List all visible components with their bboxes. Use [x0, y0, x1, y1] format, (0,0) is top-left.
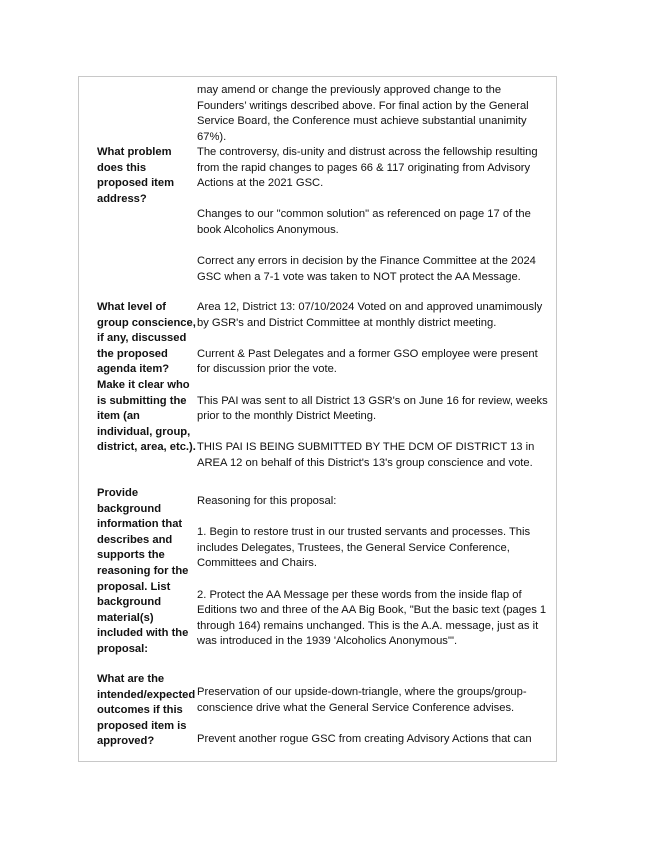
question-label: What are the intended/expected outcomes if this proposed item is approved?	[97, 673, 196, 748]
answer-paragraph: may amend or change the previously approved change to the Founders’ writings described above. For final action by the General Service Board, the Conference must achieve substantial unanimity 67%).	[197, 84, 529, 143]
answer-paragraph: Prevent another rogue GSC from creating Advisory Actions that can	[197, 732, 532, 745]
answer-paragraph: 1. Begin to restore trust in our trusted servants and processes. This includes Delegates, Trustees, the General Service Conference, Committees and Chairs.	[197, 526, 531, 570]
answer-paragraph: The controversy, dis-unity and distrust across the fellowship resulting from the rapid changes to pages 66 & 117 originating from Advisory Actions at the 2021 GSC.	[197, 146, 538, 190]
answer-paragraph: Changes to our "common solution" as referenced on page 17 of the book Alcoholics Anonymous.	[197, 208, 531, 236]
answer-paragraph: This PAI was sent to all District 13 GSR's on June 16 for review, weeks prior to the monthly District Meeting.	[197, 394, 548, 423]
answer-paragraph: 2. Protect the AA Message per these words from the inside flap of Editions two and three of the AA Big Book, "But the basic text (pages 1 through 164) remains unchanged. This is the A.A. message, just as it was introduced in the 1939 'Alcoholics Anonymous'".	[197, 588, 547, 648]
answer-paragraph: Correct any errors in decision by the Finance Committee at the 2024 GSC when a 7-1 vote was taken to NOT protect the AA Message.	[197, 255, 536, 283]
answer-paragraph: THIS PAI IS BEING SUBMITTED BY THE DCM OF DISTRICT 13 in AREA 12 on behalf of this District's 13's group conscience and vote.	[197, 441, 535, 469]
answer-cell	[197, 145, 549, 285]
answer-cell	[197, 494, 549, 650]
answer-paragraph: Current & Past Delegates and a former GSO employee were present for discussion prior the vote.	[197, 347, 538, 376]
question-label: Provide background information that describes and supports the reasoning for the proposal. List background material(s) included with the proposal:	[97, 487, 189, 655]
answer-paragraph: Area 12, District 13: 07/10/2024 Voted on and approved unamimously by GSR's and District Committee at monthly district meeting.	[197, 301, 543, 329]
answer-cell	[197, 300, 549, 472]
answer-cell	[197, 685, 549, 747]
answer-paragraph: Preservation of our upside-down-triangle, where the groups/group-conscience drive what the General Service Conference advises.	[197, 686, 527, 714]
answer-cell	[197, 83, 549, 145]
question-label: What problem does this proposed item address?	[97, 146, 175, 205]
question-label: What level of group conscience, if any, discussed the proposed agenda item? Make it clear who is submitting the item (an individual, group, district, area, etc.).	[97, 301, 196, 454]
answer-paragraph: Reasoning for this proposal:	[197, 495, 337, 507]
